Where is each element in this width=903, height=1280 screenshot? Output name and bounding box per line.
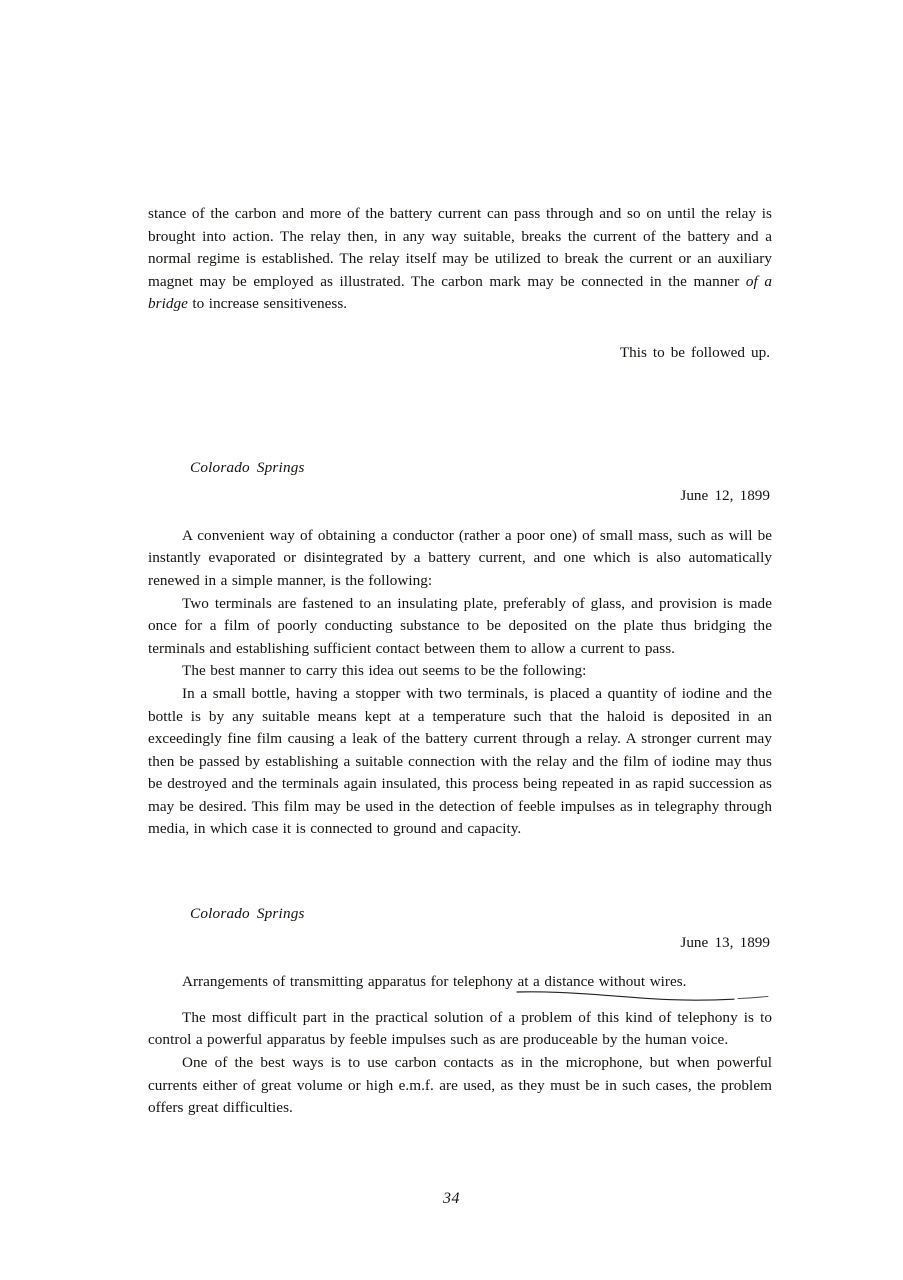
entry-spacer [148,365,772,457]
follow-up-note: This to be followed up. [619,343,770,361]
entry-headline [148,971,772,994]
entry-paragraph: The best manner to carry this idea out seems to be the following: [182,662,587,680]
entry-paragraph: One of the best ways is to use carbon contacts as in the microphone, but when powerful currents either of great volume or high e.m.f. are used, as they must be in such cases, the problem offers great difficulties. [148,1054,772,1117]
headline-gap [148,994,772,1007]
entry-paragraph: A convenient way of obtaining a conductor (rather a poor one) of small mass, such as will be instantly evaporated or disintegrated by a battery current, and one which is also automatically renewed in a simple manner, is the following: [148,526,772,589]
dateline-gap [148,508,772,525]
journal-entry-june-12 [148,457,772,842]
opening-paragraph [148,203,772,316]
dateline-june-12 [148,457,772,508]
entry-paragraph: The most difficult part in the practical solution of a problem of this kind of telephony is to control a powerful apparatus by feeble impulses such as are produceable by the human voice. [148,1008,772,1049]
dateline-gap [148,954,772,971]
entry-date: June 13, 1899 [680,933,770,951]
entry-paragraph: In a small bottle, having a stopper with two terminals, is placed a quantity of iodine and the bottle is by any suitable means kept at a temperature such that the haloid is deposited in an exceedingly fine film causing a leak of the battery current through a relay. A stronger current may then be passed by establishing a suitable connection with the relay and the film of iodine may thus be destroyed and the terminals again insulated, this process being repeated in as rapid succession as may be desired. This film may be used in the detection of feeble impulses as in telegraphy through media, in which case it is connected to ground and capacity. [148,684,772,838]
entry-spacer [148,841,772,903]
entry-paragraph: Two terminals are fastened to an insulating plate, preferably of glass, and provision is made once for a film of poorly conducting substance to be deposited on the plate thus bridging the terminals and establishing sufficient contact between them to allow a current to pass. [148,594,772,657]
page-content [148,203,772,1120]
entry-headline-text: Arrangements of transmitting apparatus for telephony at a distance without wires. [182,973,687,991]
entry-place: Colorado Springs [190,458,305,476]
entry-place: Colorado Springs [190,905,305,923]
entry-date: June 12, 1899 [680,487,770,505]
opening-paragraph-text: stance of the carbon and more of the battery current can pass through and so on until the relay is brought into action. The relay then, in any way suitable, breaks the current of the battery and a normal regime is established. The relay itself may be utilized to break the current or an auxiliary magnet may be employed as illustrated. The carbon mark may be connected in the manner [148,205,772,290]
page-number: 34 [443,1190,460,1207]
opening-paragraph-italic-phrase: of a bridge [148,272,772,313]
dateline-june-13 [148,903,772,954]
journal-entry-june-13 [148,903,772,1120]
opening-paragraph-text-after: to increase sensitiveness. [187,295,348,313]
